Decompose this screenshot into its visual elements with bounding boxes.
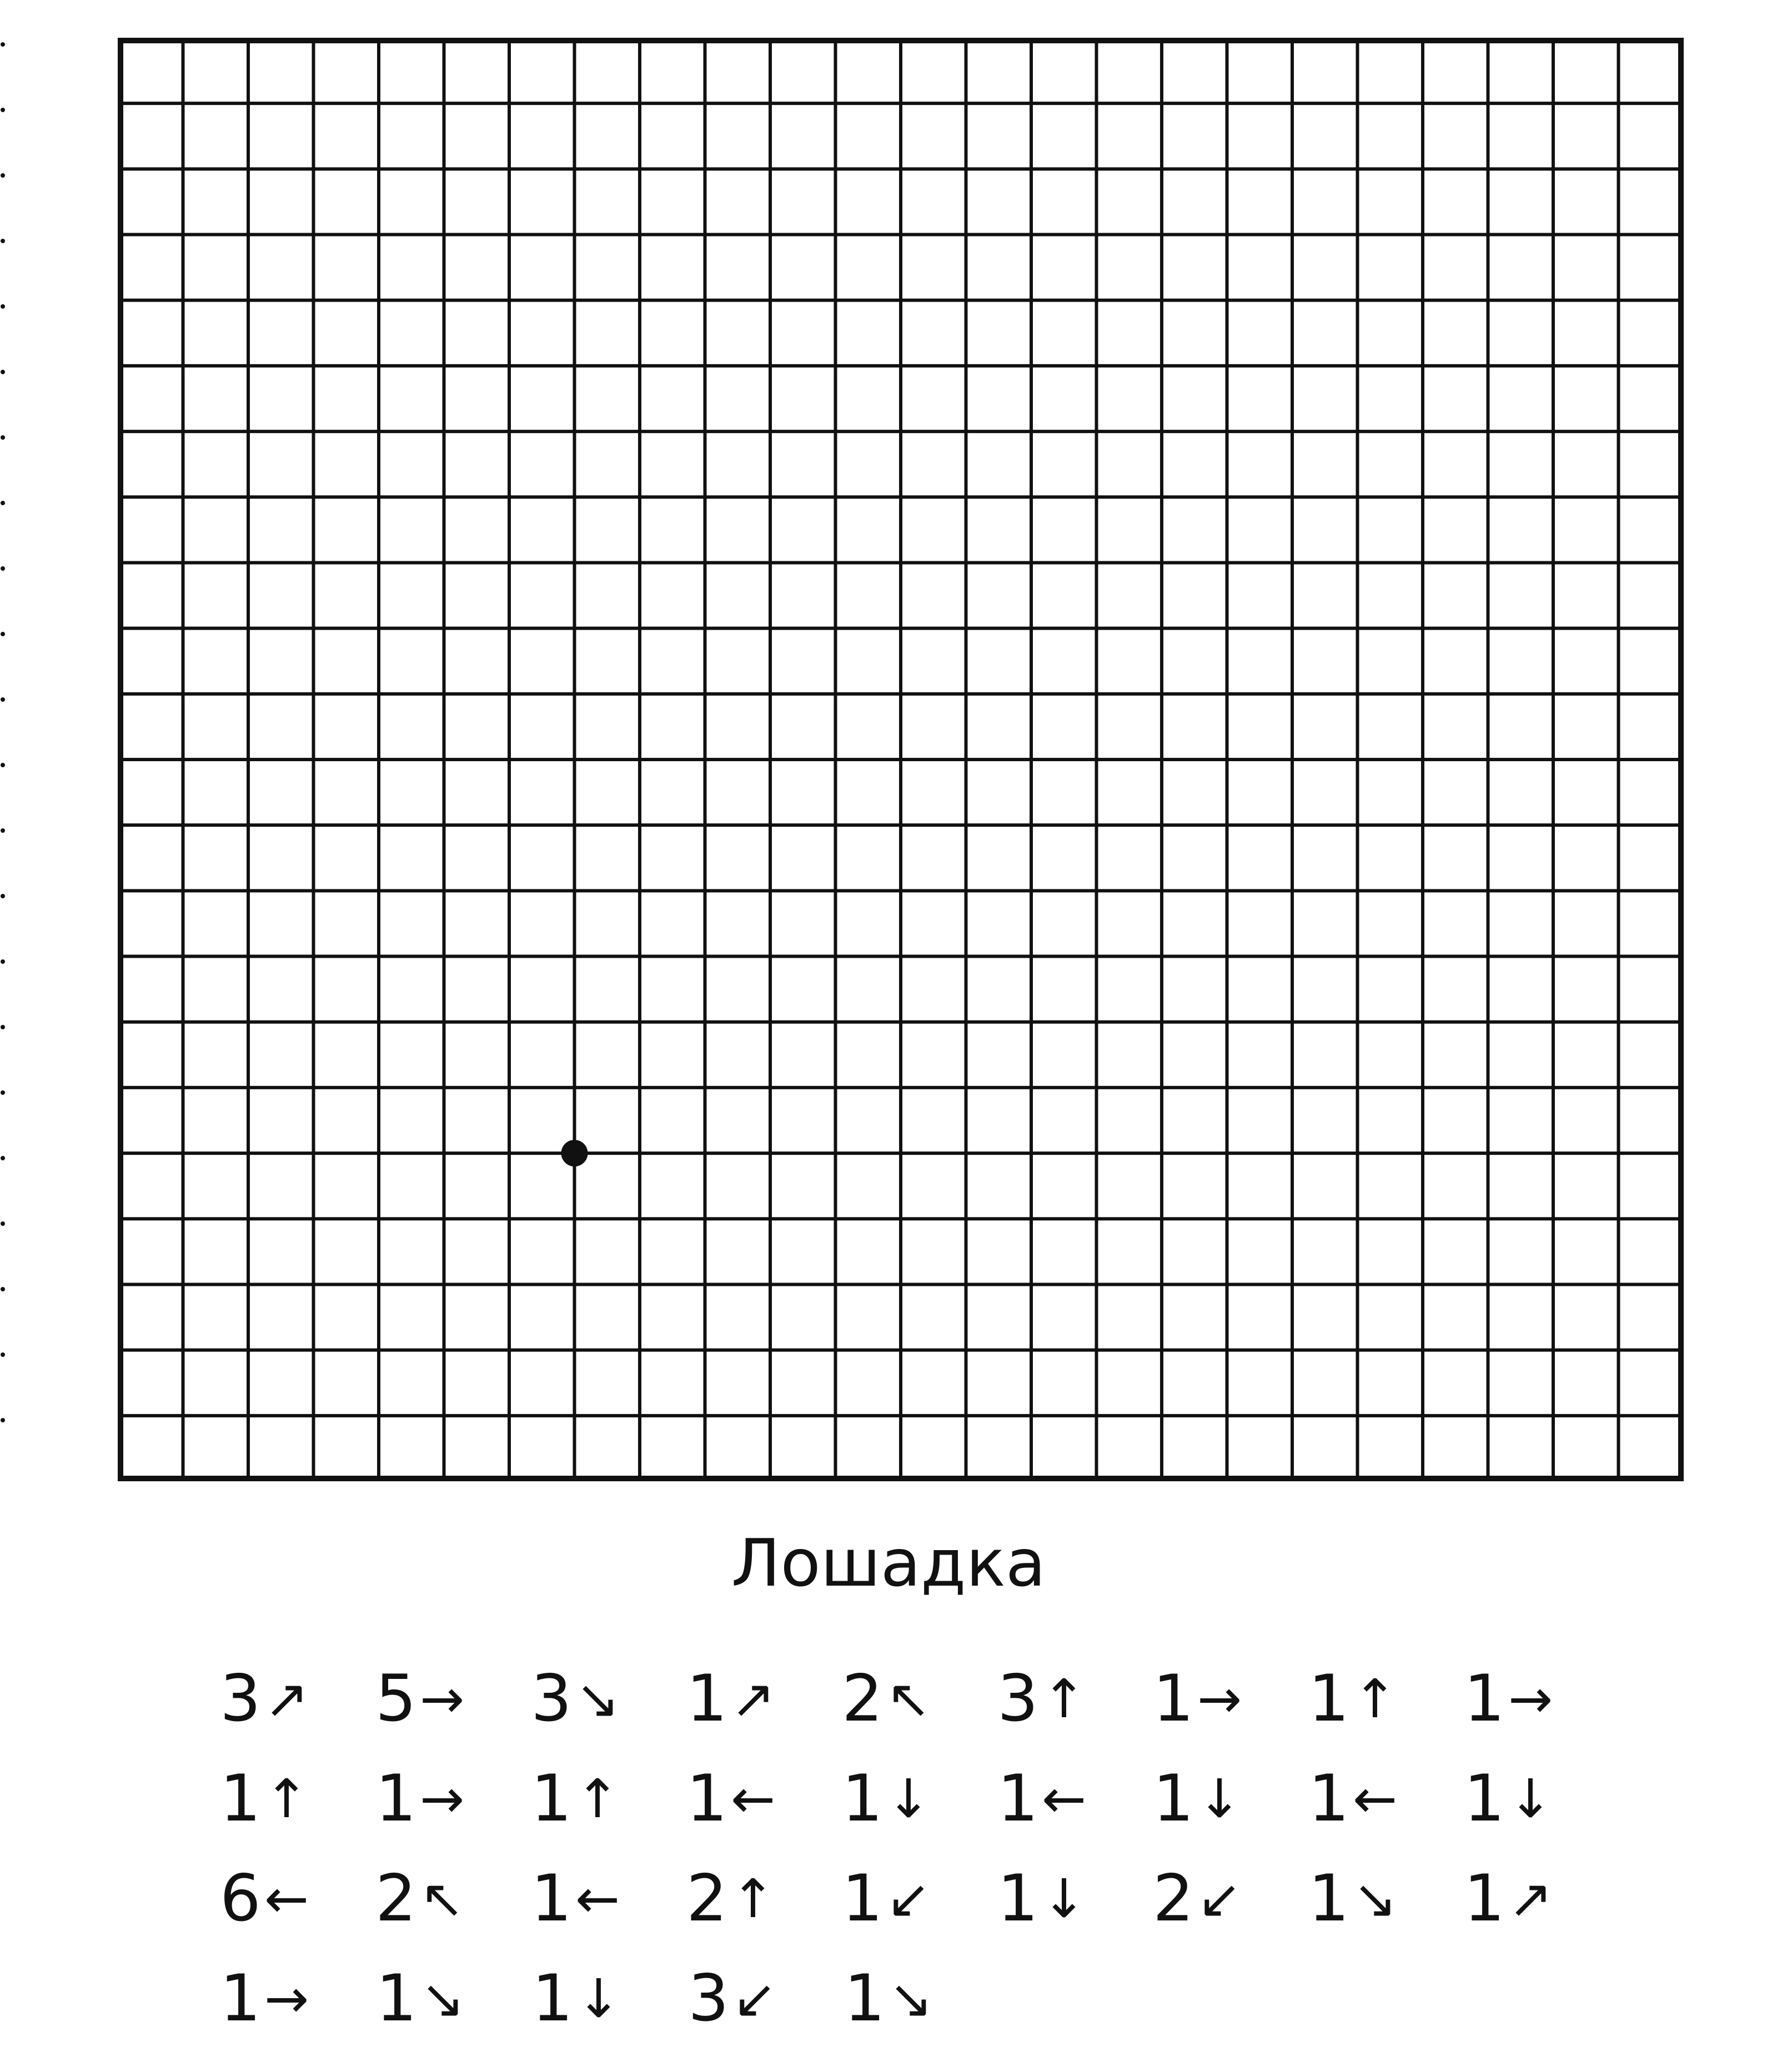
step-count: 1 — [842, 1761, 883, 1836]
instruction-step — [842, 1863, 997, 1935]
step-count: 1 — [1464, 1661, 1505, 1736]
step-direction-arrow: ← — [1041, 1768, 1087, 1830]
step-count: 1 — [686, 1761, 727, 1836]
page-edge-perforation — [0, 0, 11, 1499]
step-direction-arrow: → — [264, 1968, 309, 2030]
perforation-dot — [1, 370, 5, 374]
instruction-step — [220, 1863, 375, 1935]
step-count: 1 — [842, 1861, 883, 1936]
step-count: 1 — [1464, 1861, 1505, 1936]
instruction-step — [1464, 1763, 1619, 1835]
step-count: 1 — [1153, 1661, 1194, 1736]
instruction-step — [532, 1963, 688, 2035]
perforation-dot — [1, 697, 5, 702]
instruction-step — [376, 1963, 532, 2035]
step-direction-arrow: → — [1508, 1668, 1553, 1730]
step-direction-arrow: ↘ — [575, 1668, 620, 1730]
instruction-step — [375, 1763, 531, 1835]
step-direction-arrow: ↗ — [1508, 1868, 1553, 1930]
step-count: 1 — [531, 1861, 572, 1936]
worksheet-title: Лошадка — [731, 1525, 1046, 1601]
step-direction-arrow: ↑ — [264, 1768, 309, 1830]
step-direction-arrow: → — [1197, 1668, 1242, 1730]
perforation-dot — [1, 108, 5, 112]
step-direction-arrow: ↙ — [1197, 1868, 1242, 1930]
perforation-dot — [1, 1090, 5, 1095]
perforation-dot — [1, 1025, 5, 1029]
step-direction-arrow: ↓ — [886, 1768, 931, 1830]
step-count: 3 — [997, 1661, 1038, 1736]
step-count: 2 — [686, 1861, 727, 1936]
instruction-step — [844, 1963, 1000, 2035]
step-direction-arrow: ↓ — [576, 1968, 621, 2030]
instruction-step — [1153, 1663, 1308, 1735]
instruction-step — [842, 1663, 997, 1735]
step-direction-arrow: ↓ — [1197, 1768, 1242, 1830]
perforation-dot — [1, 632, 5, 636]
perforation-dot — [1, 1352, 5, 1357]
perforation-dot — [1, 239, 5, 243]
instruction-step — [997, 1763, 1153, 1835]
instruction-step — [220, 1763, 375, 1835]
step-direction-arrow: → — [419, 1768, 465, 1830]
step-direction-arrow: ← — [264, 1868, 309, 1930]
grid-canvas — [118, 38, 1684, 1481]
step-direction-arrow: ↑ — [730, 1868, 776, 1930]
step-count: 1 — [997, 1761, 1038, 1836]
step-count: 2 — [1153, 1861, 1194, 1936]
instruction-step — [375, 1863, 531, 1935]
instruction-step — [220, 1663, 375, 1735]
step-direction-arrow: ↗ — [264, 1668, 309, 1730]
perforation-dot — [1, 894, 5, 898]
step-direction-arrow: ↖ — [886, 1668, 931, 1730]
perforation-dot — [1, 566, 5, 571]
step-direction-arrow: ↑ — [1041, 1668, 1087, 1730]
instruction-row — [220, 1949, 1619, 2049]
step-count: 1 — [1308, 1661, 1349, 1736]
step-count: 5 — [375, 1661, 416, 1736]
perforation-dot — [1, 959, 5, 964]
perforation-dot — [1, 1287, 5, 1291]
instruction-step — [1308, 1863, 1464, 1935]
step-count: 2 — [375, 1861, 416, 1936]
instruction-step — [997, 1663, 1153, 1735]
step-direction-arrow: ↖ — [419, 1868, 465, 1930]
instructions-list — [220, 1649, 1619, 2049]
instruction-step — [1464, 1663, 1619, 1735]
instruction-step — [686, 1863, 842, 1935]
step-count: 1 — [844, 1961, 885, 2036]
step-direction-arrow: ↑ — [575, 1768, 620, 1830]
instruction-step — [375, 1663, 531, 1735]
instruction-row — [220, 1649, 1619, 1749]
step-count: 1 — [1464, 1761, 1505, 1836]
instruction-step — [1308, 1663, 1464, 1735]
step-count: 3 — [531, 1661, 572, 1736]
perforation-dot — [1, 828, 5, 833]
step-direction-arrow: ↘ — [888, 1968, 933, 2030]
step-count: 1 — [1308, 1761, 1349, 1836]
step-direction-arrow: ← — [730, 1768, 776, 1830]
instruction-step — [1153, 1863, 1308, 1935]
instruction-row — [220, 1849, 1619, 1949]
step-count: 2 — [842, 1661, 883, 1736]
instruction-row — [220, 1749, 1619, 1849]
step-direction-arrow: ↘ — [1352, 1868, 1398, 1930]
step-direction-arrow: ↓ — [1041, 1868, 1087, 1930]
start-point-dot — [561, 1140, 588, 1166]
instruction-step — [1153, 1763, 1308, 1835]
perforation-dot — [1, 173, 5, 178]
step-direction-arrow: → — [419, 1668, 465, 1730]
instruction-step — [1308, 1763, 1464, 1835]
step-count: 1 — [686, 1661, 727, 1736]
step-direction-arrow: ↘ — [420, 1968, 465, 2030]
step-count: 6 — [220, 1861, 261, 1936]
instruction-step — [686, 1763, 842, 1835]
instruction-step — [531, 1663, 686, 1735]
perforation-dot — [1, 1156, 5, 1160]
step-direction-arrow: ← — [575, 1868, 620, 1930]
step-count: 1 — [375, 1761, 416, 1836]
instruction-step — [997, 1863, 1153, 1935]
drawing-grid — [118, 38, 1684, 1481]
step-count: 3 — [688, 1961, 729, 2036]
perforation-dot — [1, 42, 5, 47]
step-direction-arrow: ↙ — [732, 1968, 777, 2030]
instruction-step — [1464, 1863, 1619, 1935]
step-direction-arrow: ↗ — [730, 1668, 776, 1730]
perforation-dot — [1, 1418, 5, 1422]
instruction-step — [531, 1863, 686, 1935]
step-count: 1 — [997, 1861, 1038, 1936]
step-direction-arrow: ← — [1352, 1768, 1398, 1830]
step-direction-arrow: ↓ — [1508, 1768, 1553, 1830]
step-count: 3 — [220, 1661, 261, 1736]
step-count: 1 — [220, 1961, 261, 2036]
instruction-step — [842, 1763, 997, 1835]
perforation-dot — [1, 1221, 5, 1226]
step-count: 1 — [531, 1761, 572, 1836]
instruction-step — [220, 1963, 376, 2035]
perforation-dot — [1, 435, 5, 440]
instruction-step — [686, 1663, 842, 1735]
step-direction-arrow: ↑ — [1352, 1668, 1398, 1730]
perforation-dot — [1, 763, 5, 767]
step-count: 1 — [532, 1961, 573, 2036]
step-count: 1 — [1308, 1861, 1349, 1936]
perforation-dot — [1, 304, 5, 309]
instruction-step — [531, 1763, 686, 1835]
step-count: 1 — [220, 1761, 261, 1836]
instruction-step — [688, 1963, 844, 2035]
step-direction-arrow: ↙ — [886, 1868, 931, 1930]
step-count: 1 — [1153, 1761, 1194, 1836]
perforation-dot — [1, 501, 5, 505]
step-count: 1 — [376, 1961, 417, 2036]
